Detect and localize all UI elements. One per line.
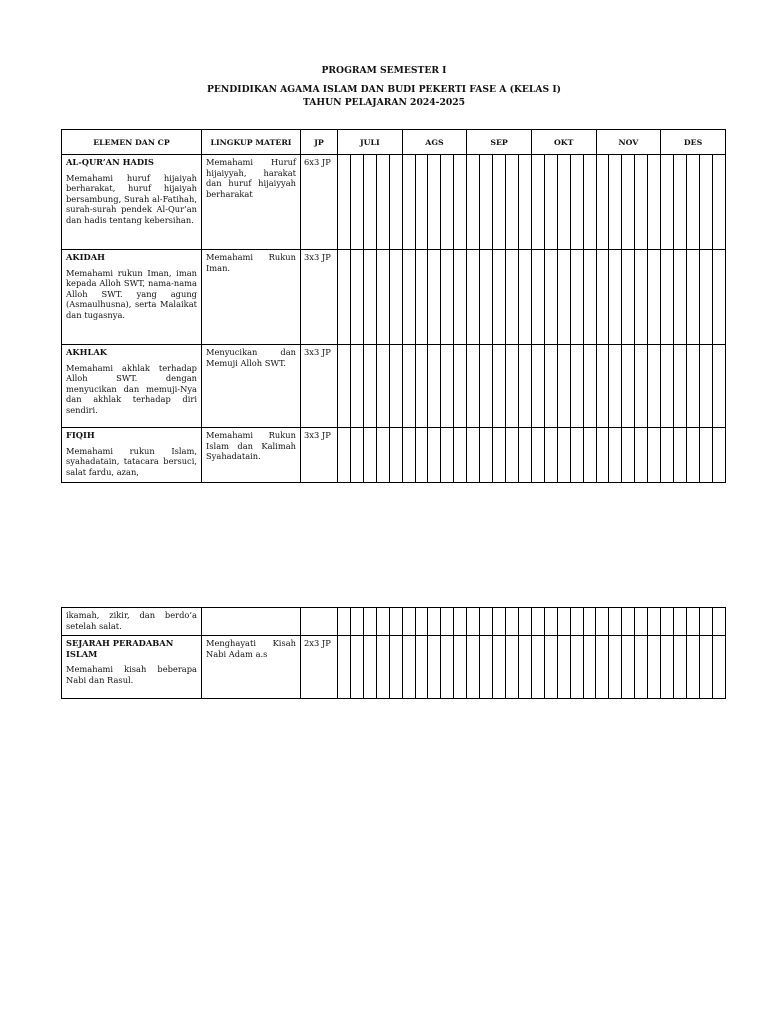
- week-cell: [531, 250, 544, 345]
- week-cell: [686, 636, 699, 699]
- week-cell: [570, 345, 583, 428]
- week-cell: [583, 155, 596, 250]
- week-cell: [376, 250, 389, 345]
- jp-text: 6x3 JP: [304, 157, 331, 167]
- week-cell: [402, 155, 415, 250]
- week-cell: [583, 636, 596, 699]
- week-cell: [557, 608, 570, 636]
- lingkup-materi-cell: [202, 636, 301, 699]
- week-cell: [712, 250, 725, 345]
- week-cell: [596, 155, 609, 250]
- cp-text: Memahami huruf hijaiyah berharakat, huruf hijaiyah bersambung, Surah al-Fatihah, surah-surah pendek Al-Qur’an dan hadis tentang kebersihan.: [66, 172, 197, 225]
- week-cell: [661, 345, 674, 428]
- title-line-3: TAHUN PELAJARAN 2024-2025: [302, 97, 466, 108]
- jp-cell: [301, 155, 338, 250]
- week-cell: [493, 428, 506, 483]
- week-cell: [673, 636, 686, 699]
- week-cell: [557, 636, 570, 699]
- materi-text: Memahami Rukun Islam dan Kalimah Syahadatain.: [206, 430, 296, 462]
- materi-text: Memahami Rukun Iman.: [206, 252, 296, 273]
- week-cell: [609, 428, 622, 483]
- table-row: [62, 155, 726, 250]
- week-cell: [376, 428, 389, 483]
- week-cell: [648, 608, 661, 636]
- week-cell: [544, 345, 557, 428]
- week-cell: [712, 636, 725, 699]
- week-cell: [570, 155, 583, 250]
- week-cell: [661, 636, 674, 699]
- week-cell: [428, 155, 441, 250]
- jp-text: [301, 608, 337, 612]
- week-cell: [467, 608, 480, 636]
- week-cell: [570, 250, 583, 345]
- week-cell: [441, 428, 454, 483]
- lingkup-materi-cell: [202, 608, 301, 636]
- week-cell: [441, 155, 454, 250]
- jp-text: 3x3 JP: [304, 347, 331, 357]
- cp-text: Memahami rukun Iman, iman kepada Alloh SWT, nama-nama Alloh SWT. yang agung (Asmaulhusna), serta Malaikat dan tugasnya.: [66, 267, 197, 320]
- week-cell: [493, 636, 506, 699]
- elemen-cp-cell: [62, 636, 202, 699]
- week-cell: [467, 155, 480, 250]
- cp-text: Memahami rukun Islam, syahadatain, tatacara bersuci, salat fardu, azan,: [66, 445, 197, 477]
- table-row: [62, 428, 726, 483]
- week-cell: [454, 250, 467, 345]
- week-cell: [402, 250, 415, 345]
- header-month: JULI: [338, 130, 403, 155]
- week-cell: [687, 428, 700, 483]
- week-cell: [661, 250, 674, 345]
- week-cell: [699, 428, 712, 483]
- semester-program-table: [61, 129, 726, 483]
- lingkup-materi-cell: [202, 250, 301, 345]
- week-cell: [441, 636, 454, 699]
- week-cell: [699, 608, 712, 636]
- week-cell: [376, 345, 389, 428]
- week-cell: [338, 428, 351, 483]
- week-cell: [402, 608, 415, 636]
- week-cell: [583, 250, 596, 345]
- week-cell: [454, 155, 467, 250]
- week-cell: [467, 428, 480, 483]
- cp-text: Memahami akhlak terhadap Alloh SWT. dengan menyucikan dan memuji-Nya dan akhlak terhadap diri sendiri.: [66, 362, 197, 415]
- week-cell: [493, 155, 506, 250]
- week-cell: [363, 250, 376, 345]
- week-cell: [338, 636, 351, 699]
- week-cell: [622, 428, 635, 483]
- element-name: FIQIH: [66, 430, 95, 440]
- week-cell: [454, 345, 467, 428]
- week-cell: [609, 636, 622, 699]
- week-cell: [415, 608, 428, 636]
- week-cell: [557, 345, 570, 428]
- week-cell: [648, 155, 661, 250]
- week-cell: [338, 155, 351, 250]
- week-cell: [596, 345, 609, 428]
- week-cell: [699, 155, 712, 250]
- element-name: AL-QUR’AN HADIS: [66, 157, 154, 167]
- week-cell: [687, 155, 700, 250]
- week-cell: [609, 608, 622, 636]
- week-cell: [389, 636, 402, 699]
- week-cell: [518, 636, 531, 699]
- document-title: [0, 64, 768, 109]
- week-cell: [557, 428, 570, 483]
- week-cell: [648, 345, 661, 428]
- week-cell: [570, 608, 583, 636]
- week-cell: [687, 250, 700, 345]
- week-cell: [583, 428, 596, 483]
- week-cell: [635, 428, 648, 483]
- week-cell: [699, 636, 712, 699]
- header-lingkup-materi: LINGKUP MATERI: [202, 130, 301, 155]
- week-cell: [570, 636, 583, 699]
- week-cell: [441, 608, 454, 636]
- week-cell: [673, 608, 686, 636]
- elemen-cp-cell: [62, 608, 202, 636]
- lingkup-materi-cell: [202, 345, 301, 428]
- table-header-row: [62, 130, 726, 155]
- week-cell: [428, 608, 441, 636]
- week-cell: [622, 250, 635, 345]
- week-cell: [622, 155, 635, 250]
- week-cell: [376, 636, 389, 699]
- week-cell: [338, 608, 351, 636]
- week-cell: [531, 345, 544, 428]
- week-cell: [596, 636, 609, 699]
- week-cell: [661, 608, 674, 636]
- cp-text: ikamah, zikir, dan berdo’a setelah salat.: [66, 610, 197, 631]
- week-cell: [505, 608, 518, 636]
- jp-cell: [301, 345, 338, 428]
- week-cell: [467, 250, 480, 345]
- header-jp: JP: [301, 130, 338, 155]
- week-cell: [480, 345, 493, 428]
- week-cell: [338, 250, 351, 345]
- jp-cell: [301, 608, 338, 636]
- week-cell: [674, 250, 687, 345]
- week-cell: [493, 250, 506, 345]
- week-cell: [622, 608, 635, 636]
- week-cell: [674, 428, 687, 483]
- week-cell: [635, 250, 648, 345]
- week-cell: [518, 428, 531, 483]
- table-row: [62, 250, 726, 345]
- week-cell: [454, 608, 467, 636]
- week-cell: [350, 636, 363, 699]
- week-cell: [467, 345, 480, 428]
- week-cell: [596, 608, 609, 636]
- week-cell: [402, 345, 415, 428]
- week-cell: [674, 345, 687, 428]
- header-month: SEP: [467, 130, 532, 155]
- week-cell: [712, 155, 725, 250]
- week-cell: [389, 428, 402, 483]
- week-cell: [506, 428, 519, 483]
- week-cell: [699, 250, 712, 345]
- week-cell: [518, 155, 531, 250]
- week-cell: [661, 428, 674, 483]
- week-cell: [635, 608, 648, 636]
- week-cell: [441, 250, 454, 345]
- week-cell: [467, 636, 480, 699]
- week-cell: [441, 345, 454, 428]
- week-cell: [363, 608, 376, 636]
- week-cell: [428, 636, 441, 699]
- week-cell: [493, 608, 506, 636]
- week-cell: [350, 345, 363, 428]
- week-cell: [428, 250, 441, 345]
- week-cell: [376, 608, 389, 636]
- week-cell: [583, 345, 596, 428]
- week-cell: [635, 636, 648, 699]
- week-cell: [544, 608, 557, 636]
- week-cell: [544, 250, 557, 345]
- week-cell: [622, 345, 635, 428]
- week-cell: [544, 155, 557, 250]
- week-cell: [531, 636, 544, 699]
- week-cell: [648, 250, 661, 345]
- week-cell: [518, 250, 531, 345]
- week-cell: [454, 428, 467, 483]
- week-cell: [661, 155, 674, 250]
- week-cell: [506, 250, 519, 345]
- jp-cell: [301, 250, 338, 345]
- week-cell: [454, 636, 467, 699]
- week-cell: [350, 250, 363, 345]
- week-cell: [402, 428, 415, 483]
- week-cell: [415, 428, 428, 483]
- week-cell: [687, 345, 700, 428]
- week-cell: [648, 428, 661, 483]
- week-cell: [518, 608, 531, 636]
- week-cell: [389, 250, 402, 345]
- week-cell: [415, 155, 428, 250]
- week-cell: [389, 155, 402, 250]
- week-cell: [686, 608, 699, 636]
- header-month: NOV: [596, 130, 661, 155]
- week-cell: [480, 636, 493, 699]
- week-cell: [363, 155, 376, 250]
- table-row: [62, 608, 726, 636]
- week-cell: [493, 345, 506, 428]
- week-cell: [376, 155, 389, 250]
- semester-program-table-continued: [61, 607, 726, 699]
- week-cell: [389, 608, 402, 636]
- week-cell: [570, 428, 583, 483]
- week-cell: [596, 428, 609, 483]
- week-cell: [480, 428, 493, 483]
- week-cell: [338, 345, 351, 428]
- header-month: AGS: [402, 130, 467, 155]
- title-line-2: PENDIDIKAN AGAMA ISLAM DAN BUDI PEKERTI FASE A (KELAS I): [207, 84, 561, 95]
- week-cell: [506, 155, 519, 250]
- lingkup-materi-cell: [202, 155, 301, 250]
- jp-text: 3x3 JP: [304, 430, 331, 440]
- week-cell: [557, 250, 570, 345]
- week-cell: [389, 345, 402, 428]
- week-cell: [402, 636, 415, 699]
- week-cell: [531, 428, 544, 483]
- week-cell: [531, 155, 544, 250]
- header-elemen-cp: ELEMEN DAN CP: [62, 130, 202, 155]
- week-cell: [557, 155, 570, 250]
- elemen-cp-cell: [62, 428, 202, 483]
- elemen-cp-cell: [62, 155, 202, 250]
- week-cell: [350, 155, 363, 250]
- header-month: DES: [661, 130, 726, 155]
- week-cell: [635, 155, 648, 250]
- table-row: [62, 345, 726, 428]
- week-cell: [712, 345, 725, 428]
- element-name: AKHLAK: [66, 347, 107, 357]
- week-cell: [350, 608, 363, 636]
- jp-text: 2x3 JP: [304, 638, 331, 648]
- week-cell: [415, 636, 428, 699]
- week-cell: [596, 250, 609, 345]
- week-cell: [531, 608, 544, 636]
- jp-cell: [301, 636, 338, 699]
- week-cell: [583, 608, 596, 636]
- week-cell: [350, 428, 363, 483]
- week-cell: [428, 345, 441, 428]
- elemen-cp-cell: [62, 345, 202, 428]
- header-month: OKT: [531, 130, 596, 155]
- week-cell: [505, 636, 518, 699]
- cp-text: Memahami kisah beberapa Nabi dan Rasul.: [66, 664, 197, 685]
- week-cell: [648, 636, 661, 699]
- element-name: SEJARAH PERADABAN ISLAM: [66, 638, 174, 659]
- week-cell: [415, 345, 428, 428]
- week-cell: [544, 428, 557, 483]
- materi-text: Menyucikan dan Memuji Alloh SWT.: [206, 347, 296, 368]
- week-cell: [363, 345, 376, 428]
- week-cell: [622, 636, 635, 699]
- week-cell: [480, 608, 493, 636]
- week-cell: [415, 250, 428, 345]
- week-cell: [609, 250, 622, 345]
- week-cell: [480, 250, 493, 345]
- week-cell: [518, 345, 531, 428]
- lingkup-materi-cell: [202, 428, 301, 483]
- week-cell: [712, 428, 725, 483]
- table-row: [62, 636, 726, 699]
- week-cell: [544, 636, 557, 699]
- week-cell: [480, 155, 493, 250]
- element-name: AKIDAH: [66, 252, 106, 262]
- title-line-1: PROGRAM SEMESTER I: [321, 65, 447, 76]
- materi-text: Memahami Huruf hijaiyyah, harakat dan huruf hijaiyyah berharakat: [206, 157, 296, 199]
- jp-text: 3x3 JP: [304, 252, 331, 262]
- week-cell: [609, 155, 622, 250]
- materi-text: [202, 608, 300, 613]
- week-cell: [609, 345, 622, 428]
- week-cell: [699, 345, 712, 428]
- week-cell: [363, 428, 376, 483]
- jp-cell: [301, 428, 338, 483]
- week-cell: [635, 345, 648, 428]
- elemen-cp-cell: [62, 250, 202, 345]
- week-cell: [506, 345, 519, 428]
- week-cell: [712, 608, 725, 636]
- materi-text: Menghayati Kisah Nabi Adam a.s: [206, 638, 296, 659]
- week-cell: [674, 155, 687, 250]
- week-cell: [428, 428, 441, 483]
- week-cell: [363, 636, 376, 699]
